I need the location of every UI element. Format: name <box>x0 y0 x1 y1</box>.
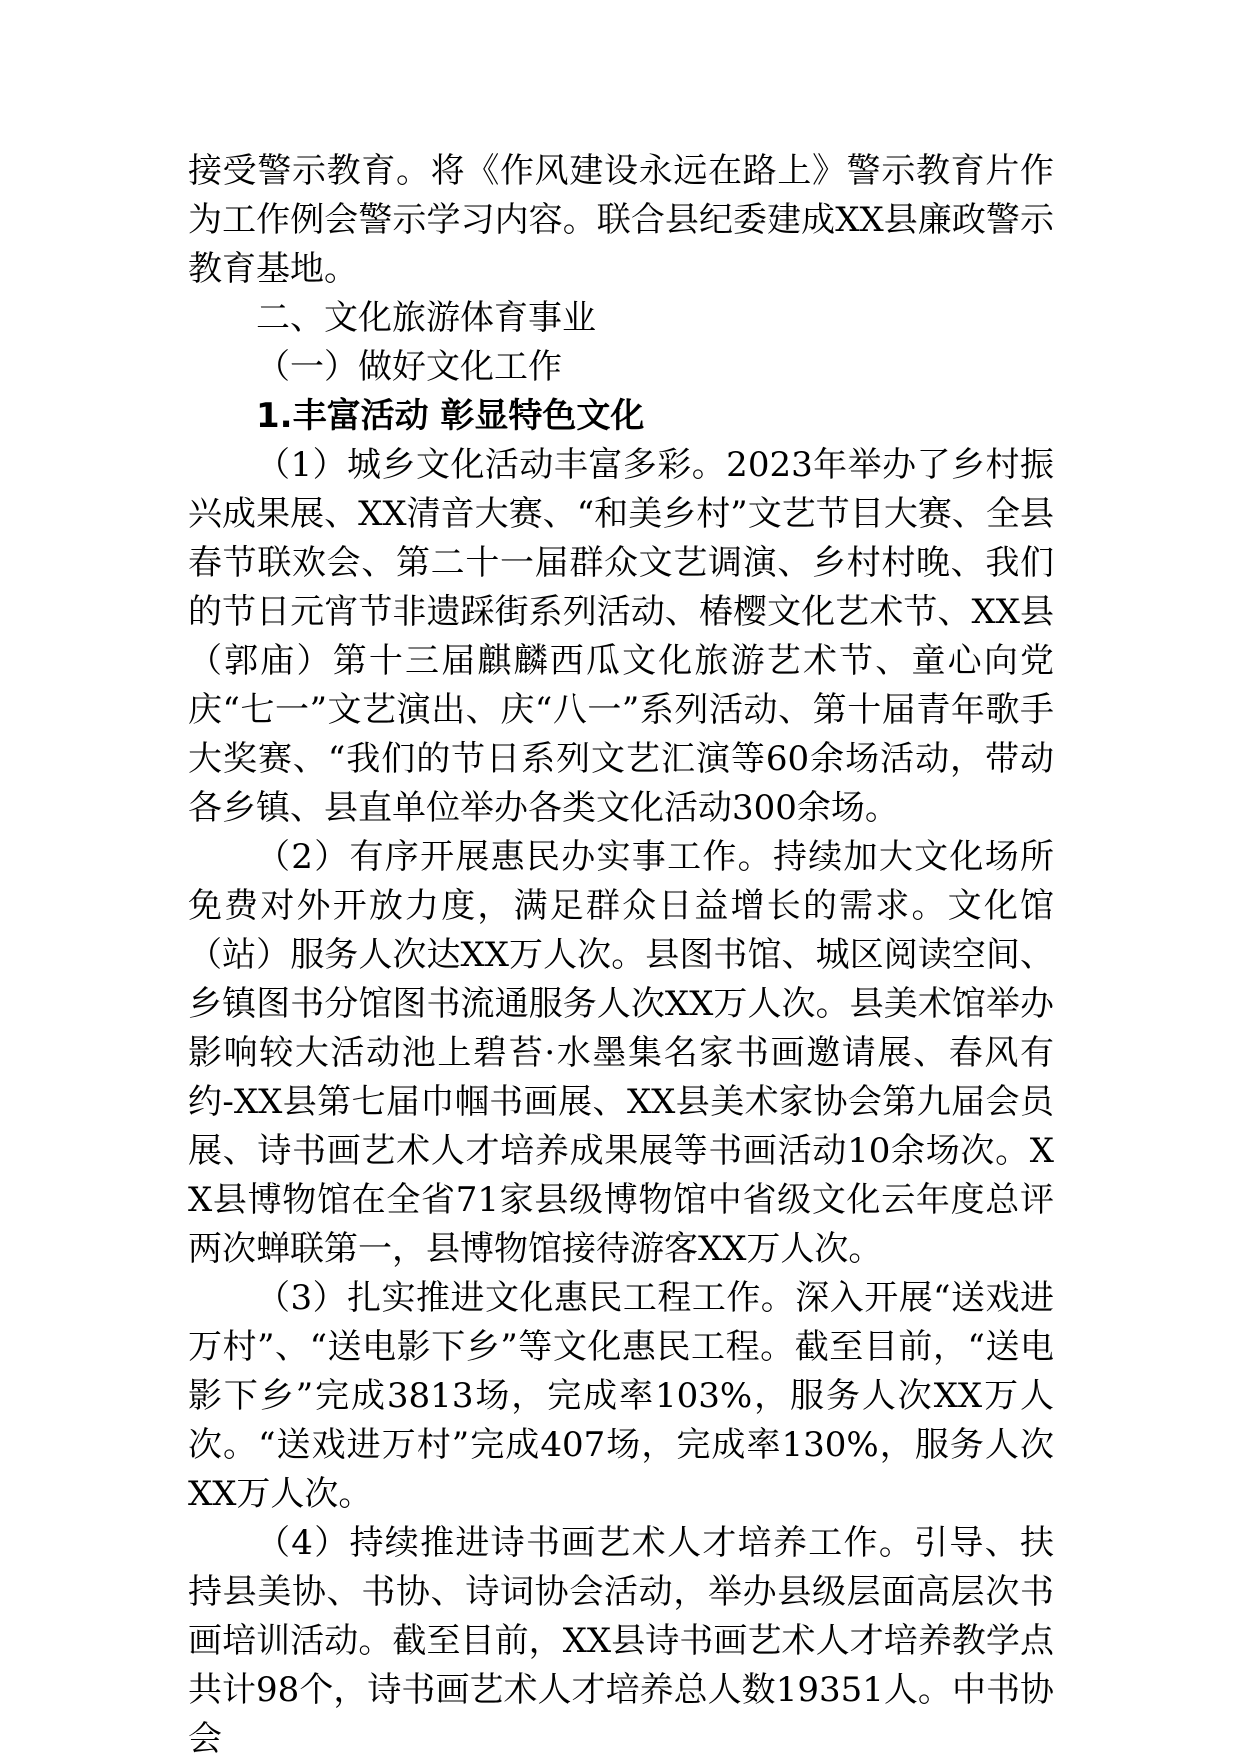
subsection-heading-culture-work: （一）做好文化工作 <box>256 347 562 387</box>
paragraph-item-3: （3）扎实推进文化惠民工程工作。深入开展“送戏进万村”、“送电影下乡”等文化惠民工程。截至目前，“送电影下乡”完成3813场，完成率103%，服务人次XX万人次。“送戏进万村”完成407场，完成率130%，服务人次XX万人次。 <box>188 1278 1054 1514</box>
item-heading-rich-activities: 1.丰富活动 彰显特色文化 <box>256 396 645 436</box>
paragraph-item-1: （1）城乡文化活动丰富多彩。2023年举办了乡村振兴成果展、XX清音大赛、“和美乡村”文艺节目大赛、全县春节联欢会、第二十一届群众文艺调演、乡村村晚、我们的节日元宵节非遗踩街系列活动、椿樱文化艺术节、XX县（郭庙）第十三届麒麟西瓜文化旅游艺术节、童心向党庆“七一”文艺演出、庆“八一”系列活动、第十届青年歌手大奖赛、“我们的节日系列文艺汇演等60余场活动，带动各乡镇、县直单位举办各类文化活动300余场。 <box>188 445 1054 828</box>
document-page <box>188 147 1054 1764</box>
section-heading-culture-tourism-sports: 二、文化旅游体育事业 <box>256 298 596 338</box>
paragraph-1: 接受警示教育。将《作风建设永远在路上》警示教育片作为工作例会警示学习内容。联合县纪委建成XX县廉政警示教育基地。 <box>188 151 1054 289</box>
paragraph-item-4: （4）持续推进诗书画艺术人才培养工作。引导、扶持县美协、书协、诗词协会活动，举办县级层面高层次书画培训活动。截至目前，XX县诗书画艺术人才培养教学点共计98个，诗书画艺术人才培养总人数19351人。中书协会 <box>188 1523 1054 1759</box>
paragraph-item-2: （2）有序开展惠民办实事工作。持续加大文化场所免费对外开放力度，满足群众日益增长的需求。文化馆（站）服务人次达XX万人次。县图书馆、城区阅读空间、乡镇图书分馆图书流通服务人次XX万人次。县美术馆举办影响较大活动池上碧苔·水墨集名家书画邀请展、春风有约-XX县第七届巾帼书画展、XX县美术家协会第九届会员展、诗书画艺术人才培养成果展等书画活动10余场次。XX县博物馆在全省71家县级博物馆中省级文化云年度总评两次蝉联第一，县博物馆接待游客XX万人次。 <box>188 837 1054 1269</box>
